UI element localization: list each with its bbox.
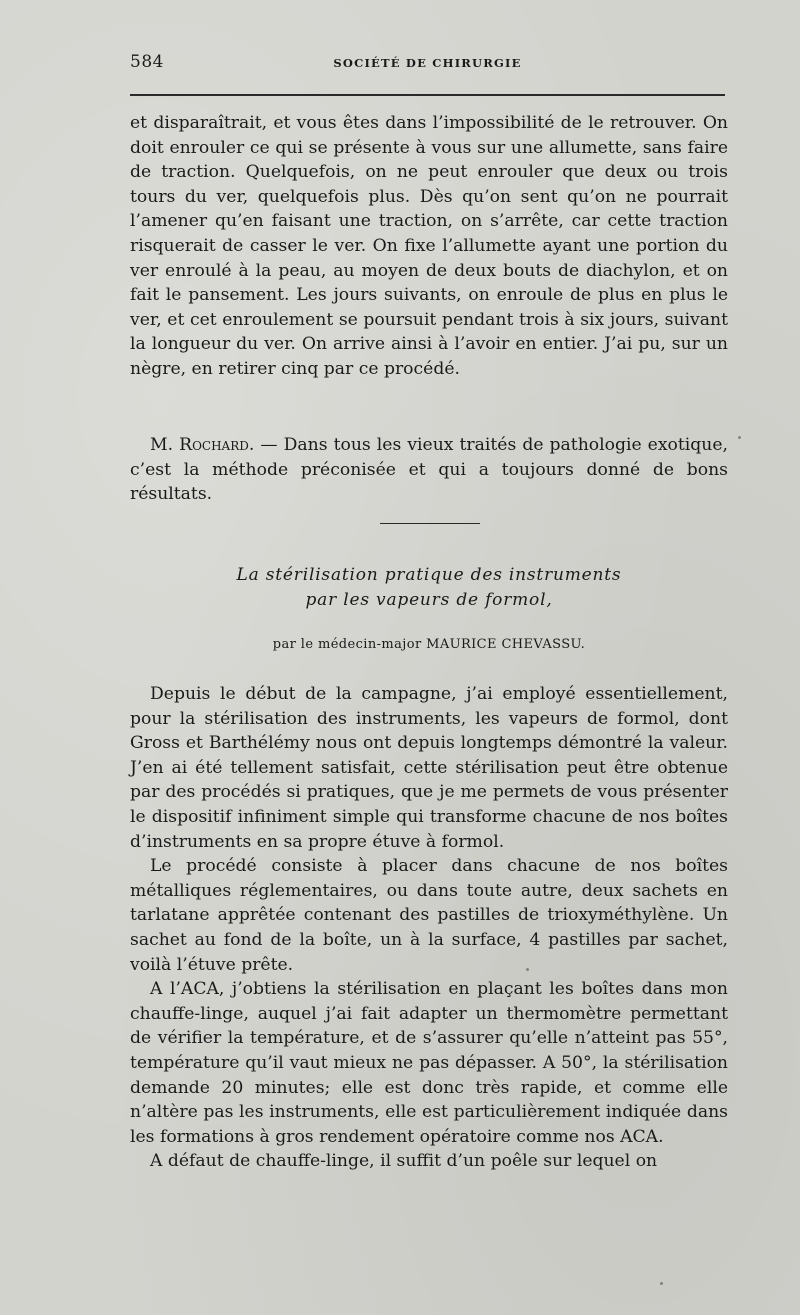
- paragraph: A l’ACA, j’obtiens la stérilisation en plaçant les boîtes dans mon chauffe-linge, auquel j’ai fait adapter un thermomètre permettant de vérifier la température, et de s’assurer qu’elle n’atteint pas 55°, température qu’il vaut mieux ne pas dépasser. A 50°, la stérilisation demande 20 minutes; elle est donc très rapide, et comme elle n’altère pas les instruments, elle est particulièrement indiquée dans les formations à gros rendement opératoire comme nos ACA.: [130, 979, 728, 1147]
- running-title: SOCIÉTÉ DE CHIRURGIE: [333, 56, 522, 70]
- speaker-prefix: M.: [150, 435, 180, 455]
- paragraph: [130, 433, 728, 507]
- paragraph: et disparaîtrait, et vous êtes dans l’impossibilité de le retrouver. On doit enrouler ce qui se présente à vous sur une allumette, sans faire de traction. Quelquefois, on ne peut enrouler que deux ou trois tours du ver, quelquefois plus. Dès qu’on sent qu’on ne pourrait l’amener qu’en faisant une traction, on s’arrête, car cette traction risquerait de casser le ver. On fixe l’allumette ayant une portion du ver enroulé à la peau, au moyen de deux bouts de diachylon, et on fait le pansement. Les jours suivants, on enroule de plus en plus le ver, et cet enroulement se poursuit pendant trois à six jours, suivant la longueur du ver. On arrive ainsi à l’avoir en entier. J’ai pu, sur un nègre, en retirer cinq par ce procédé.: [130, 113, 728, 379]
- continued-discussion: [130, 111, 728, 382]
- paragraph: Le procédé consiste à placer dans chacune de nos boîtes métalliques réglementaires, ou dans toute autre, deux sachets en tarlatane apprêtée contenant des pastilles de trioxyméthylène. Un sachet au fond de la boîte, un à la surface, 4 pastilles par sachet, voilà l’étuve prête.: [130, 856, 728, 975]
- remark-text: . — Dans tous les vieux traités de pathologie exotique, c’est la méthode préconisée et qui a toujours donné de bons résultats.: [130, 435, 728, 505]
- paragraph: A défaut de chauffe-linge, il suffit d’un poêle sur lequel on: [150, 1151, 658, 1172]
- paragraph: Depuis le début de la campagne, j’ai employé essentiellement, pour la stérilisation des instruments, les vapeurs de formol, dont Gross et Barthélémy nous ont depuis longtemps démontré la valeur. J’en ai été tellement satisfait, cette stérilisation peut être obtenue par des procédés si pratiques, que je me permets de vous présenter le dispositif infiniment simple qui transforme chacune de nos boîtes d’instruments en sa propre étuve à formol.: [130, 684, 728, 852]
- article-byline: par le médecin-major MAURICE CHEVASSU.: [272, 637, 586, 652]
- paper-speck: [660, 1282, 663, 1285]
- article-title: [130, 563, 728, 613]
- rochard-remark: [130, 433, 728, 507]
- paper-speck: [526, 968, 529, 971]
- speaker-name: Rochard: [179, 435, 249, 455]
- section-separator: [380, 523, 480, 524]
- page-header: [130, 52, 725, 76]
- title-line: par les vapeurs de formol,: [305, 590, 553, 610]
- paper-speck: [738, 436, 741, 439]
- header-rule: [130, 94, 725, 96]
- page-number: 584: [130, 52, 164, 72]
- article-body: [130, 682, 728, 1174]
- title-line: La stérilisation pratique des instruments: [236, 565, 622, 585]
